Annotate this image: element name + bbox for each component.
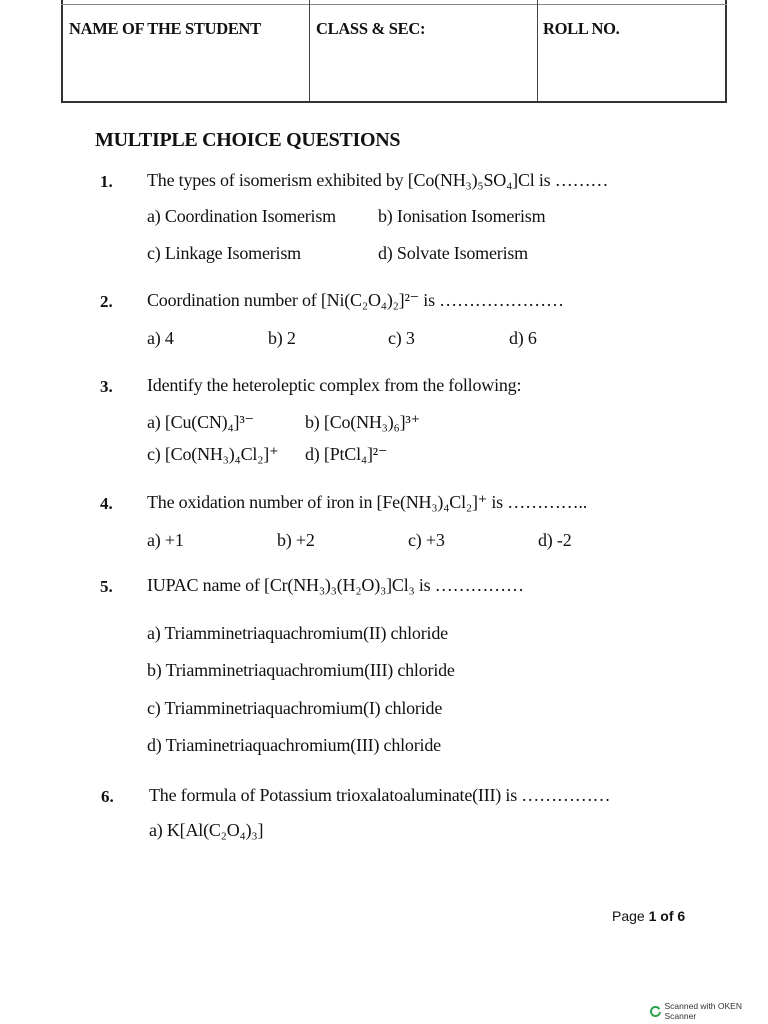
class-cell[interactable] xyxy=(310,0,538,101)
option-a: a) [Cu(CN)₄]³⁻ xyxy=(147,412,254,432)
option-d: d) [PtCl₄]²⁻ xyxy=(305,444,388,464)
name-cell[interactable] xyxy=(63,0,310,101)
option-d: d) Triaminetriaquachromium(III) chloride xyxy=(147,735,441,755)
option-d: d) -2 xyxy=(538,530,572,550)
option-a: a) +1 xyxy=(147,530,184,550)
scanner-logo-icon xyxy=(650,1006,661,1017)
option-c: c) +3 xyxy=(408,530,445,550)
question-number: 2. xyxy=(100,292,113,311)
section-title: MULTIPLE CHOICE QUESTIONS xyxy=(95,129,401,151)
class-label: CLASS & SEC: xyxy=(316,19,426,38)
option-c: c) Triamminetriaquachromium(I) chloride xyxy=(147,698,443,718)
question-number: 1. xyxy=(100,172,113,191)
question-number: 4. xyxy=(100,494,113,513)
option-b: b) +2 xyxy=(277,530,315,550)
option-d: d) 6 xyxy=(509,328,537,348)
option-a: a) Triamminetriaquachromium(II) chloride xyxy=(147,623,448,643)
name-label: NAME OF THE STUDENT xyxy=(69,19,261,38)
option-b: b) [Co(NH₃)₆]³⁺ xyxy=(305,412,420,432)
roll-label: ROLL NO. xyxy=(543,19,620,38)
question-text: IUPAC name of [Cr(NH₃)₃(H₂O)₃]Cl₃ is …………… xyxy=(147,575,524,595)
question-text: The formula of Potassium trioxalatoaluminate(III) is …………… xyxy=(149,785,611,805)
roll-cell[interactable] xyxy=(538,0,725,101)
question-number: 3. xyxy=(100,377,113,396)
scanner-watermark xyxy=(650,1001,768,1021)
option-c: c) Linkage Isomerism xyxy=(147,243,301,263)
option-b: b) Ionisation Isomerism xyxy=(378,206,546,226)
question-text: The types of isomerism exhibited by [Co(NH₃)₅SO₄]Cl is ……… xyxy=(147,170,609,190)
option-a: a) 4 xyxy=(147,328,174,348)
option-c: c) [Co(NH₃)₄Cl₂]⁺ xyxy=(147,444,279,464)
question-text: Identify the heteroleptic complex from the following: xyxy=(147,375,522,395)
option-b: b) Triamminetriaquachromium(III) chloride xyxy=(147,660,455,680)
option-a: a) Coordination Isomerism xyxy=(147,206,336,226)
option-a: a) K[Al(C₂O₄)₃] xyxy=(149,820,264,840)
question-number: 6. xyxy=(101,787,114,806)
question-number: 5. xyxy=(100,577,113,596)
option-d: d) Solvate Isomerism xyxy=(378,243,528,263)
scanner-text: Scanned with OKEN Scanner xyxy=(664,1001,742,1021)
page-number: Page 1 of 6 xyxy=(612,908,686,924)
question-text: The oxidation number of iron in [Fe(NH₃)₄Cl₂]⁺ is ………….. xyxy=(147,492,588,512)
option-c: c) 3 xyxy=(388,328,415,348)
question-text: Coordination number of [Ni(C₂O₄)₂]²⁻ is ………………… xyxy=(147,290,564,310)
option-b: b) 2 xyxy=(268,328,296,348)
student-info-table xyxy=(61,0,727,103)
